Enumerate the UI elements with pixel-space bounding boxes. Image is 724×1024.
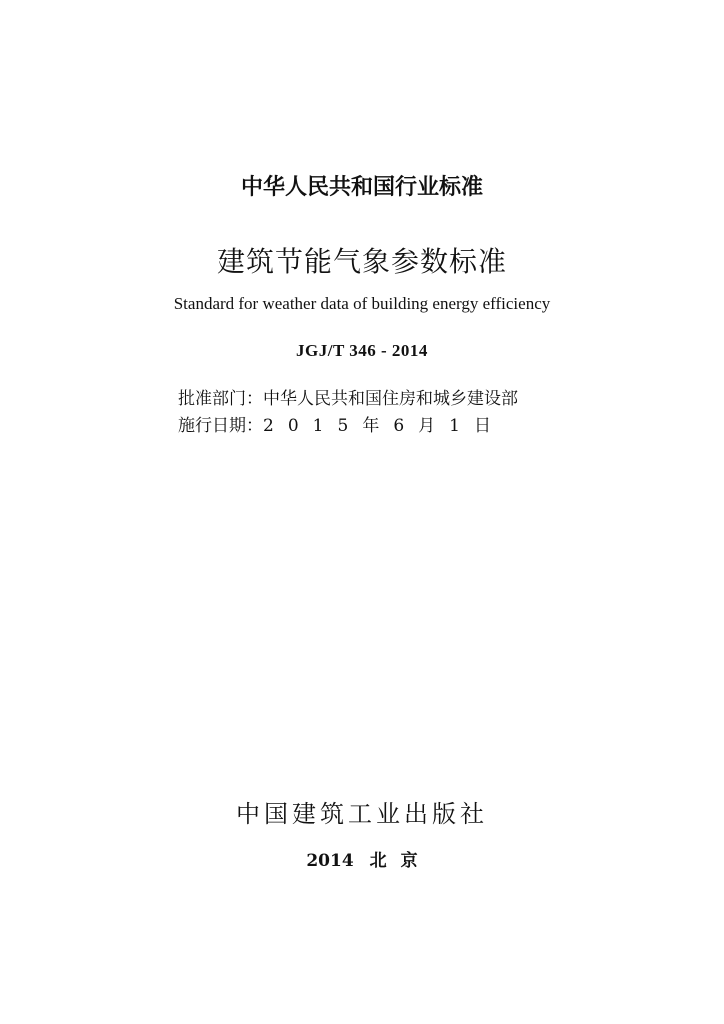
- document-title-chinese: 建筑节能气象参数标准: [216, 245, 507, 278]
- effective-date-char: 1: [312, 416, 324, 436]
- publisher-name: 中国建筑工业出版社: [236, 800, 488, 828]
- effective-date-char: 0: [287, 416, 299, 436]
- effective-date-char: 5: [337, 416, 349, 436]
- approval-value: 中华人民共和国住房和城乡建设部: [263, 389, 518, 409]
- effective-date-char: 2: [263, 416, 274, 436]
- approval-department: [178, 384, 518, 409]
- approval-label: 批准部门：: [178, 389, 263, 409]
- effective-date: [178, 411, 505, 436]
- effective-date-char: 6: [393, 416, 405, 436]
- publication-place: [0, 846, 724, 871]
- standard-category: 中华人民共和国行业标准: [240, 175, 483, 200]
- publication-city-char: 北: [369, 851, 387, 871]
- effective-date-char: 月: [418, 416, 436, 436]
- effective-date-char: 1: [449, 416, 460, 436]
- effective-date-char: 日: [473, 416, 491, 436]
- document-title-english: Standard for weather data of building energy efficiency: [173, 294, 551, 313]
- effective-date-char: 年: [362, 416, 380, 436]
- publication-year: 2014: [306, 851, 354, 871]
- effective-label: 施行日期：: [178, 416, 263, 436]
- publication-city-char: 京: [400, 851, 418, 871]
- standard-code: JGJ/T 346 - 2014: [296, 341, 428, 360]
